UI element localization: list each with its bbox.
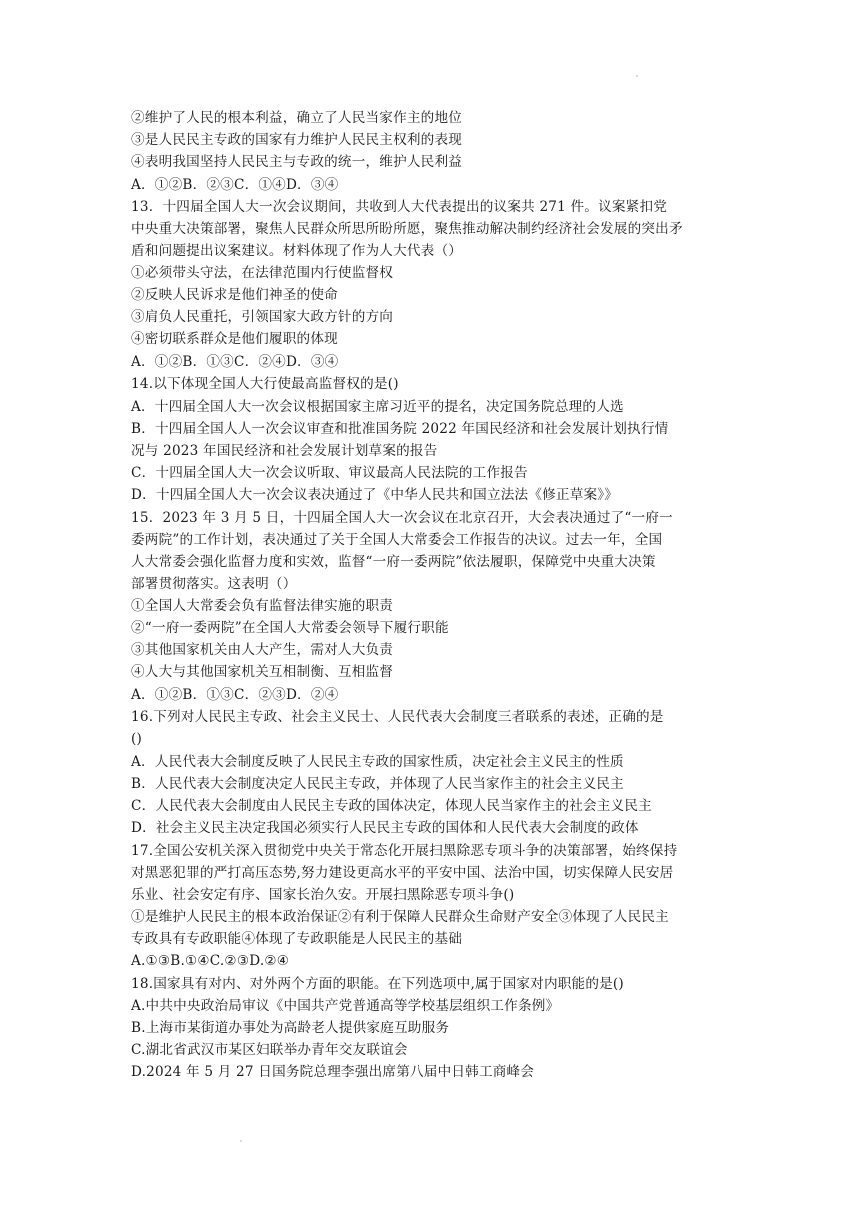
text-line: B．人民代表大会制度决定人民民主专政，并体现了人民当家作主的社会主义民主 (131, 776, 624, 792)
text-line: C．十四届全国人大一次会议听取、审议最高人民法院的工作报告 (131, 465, 528, 481)
scan-speck-bottom (240, 1140, 242, 1142)
text-line: () (131, 731, 143, 747)
text-line: ①全国人大常委会负有监督法律实施的职责 (131, 598, 394, 614)
text-line: ③其他国家机关由人大产生，需对人大负责 (131, 642, 394, 658)
text-line: 18.国家具有对内、对外两个方面的职能。在下列选项中,属于国家对内职能的是() (131, 976, 624, 992)
text-line: C.湖北省武汉市某区妇联举办青年交友联谊会 (131, 1042, 408, 1058)
text-line: ②维护了人民的根本利益，确立了人民当家作主的地位 (131, 110, 463, 126)
text-line: 15．2023 年 3 月 5 日，十四届全国人大一次会议在北京召开，大会表决通过了“一府一 (131, 510, 673, 526)
text-line: ④密切联系群众是他们履职的体现 (131, 331, 338, 347)
text-line: D．十四届全国人大一次会议表决通过了《中华人民共和国立法法《修正草案》》 (131, 487, 619, 503)
text-line: ③是人民民主专政的国家有力维护人民民主权利的表现 (131, 132, 463, 148)
text-line: 13．十四届全国人大一次会议期间，共收到人大代表提出的议案共 271 件。议案紧扣党 (131, 199, 668, 215)
text-line: ②“一府一委两院”在全国人大常委会领导下履行职能 (131, 620, 449, 636)
text-line: B．十四届全国人人一次会议审查和批准国务院 2022 年国民经济和社会发展计划执行情 (131, 421, 669, 437)
text-line: 盾和问题提出议案建议。材料体现了作为人大代表（） (131, 243, 463, 259)
text-line: 委两院”的工作计划，表决通过了关于全国人大常委会工作报告的决议。过去一年，全国 (131, 532, 663, 548)
text-line: A．人民代表大会制度反映了人民民主专政的国家性质，决定社会主义民主的性质 (131, 754, 624, 770)
text-line: A．①②B．②③C．①④D．③④ (131, 177, 339, 193)
text-line: A．十四届全国人大一次会议根据国家主席习近平的提名，决定国务院总理的人选 (131, 399, 624, 415)
text-line: ④人大与其他国家机关互相制衡、互相监督 (131, 664, 394, 680)
text-line: 部署贯彻落实。这表明（） (131, 576, 297, 592)
text-line: A.①③B.①④C.②③D.②④ (131, 953, 290, 969)
text-line: ①必须带头守法，在法律范围内行使监督权 (131, 265, 394, 281)
text-line: 对黑恶犯罪的严打高压态势,努力建设更高水平的平安中国、法治中国，切实保障人民安居 (131, 865, 674, 881)
text-line: C．人民代表大会制度由人民民主专政的国体决定，体现人民当家作主的社会主义民主 (131, 798, 652, 814)
text-line: A．①②B．①③C．②③D．②④ (131, 687, 339, 703)
text-line: D.2024 年 5 月 27 日国务院总理李强出席第八届中日韩工商峰会 (131, 1064, 535, 1080)
text-line: 17.全国公安机关深入贯彻党中央关于常态化开展扫黑除恶专项斗争的决策部署，始终保持 (131, 843, 678, 859)
text-line: ④表明我国坚持人民民主与专政的统一，维护人民利益 (131, 154, 463, 170)
text-line: ③肩负人民重托，引领国家大政方针的方向 (131, 309, 394, 325)
scan-speck-top (636, 75, 638, 77)
text-line: A．①②B．①③C．②④D．③④ (131, 354, 339, 370)
text-line: B.上海市某街道办事处为高龄老人提供家庭互助服务 (131, 1020, 450, 1036)
text-line: 乐业、社会安定有序、国家长治久安。开展扫黑除恶专项斗争() (131, 887, 515, 903)
text-line: ②反映人民诉求是他们神圣的使命 (131, 287, 338, 303)
text-line: 况与 2023 年国民经济和社会发展计划草案的报告 (131, 443, 438, 459)
text-line: A.中共中央政治局审议《中国共产党普通高等学校基层组织工作条例》 (131, 998, 560, 1014)
text-line: 16.下列对人民民主专政、社会主义民士、人民代表大会制度三者联系的表述，正确的是 (131, 709, 664, 725)
text-line: 人大常委会强化监督力度和实效，监督“一府一委两院”依法履职，保障党中央重大决策 (131, 554, 656, 570)
text-line: 中央重大决策部署，聚焦人民群众所思所盼所愿，聚焦推动解决制约经济社会发展的突出矛 (131, 221, 683, 237)
text-line: 14.以下体现全国人大行使最高监督权的是() (131, 376, 399, 392)
text-line: D．社会主义民主决定我国必须实行人民民主专政的国体和人民代表大会制度的政体 (131, 820, 639, 836)
text-line: 专政具有专政职能④体现了专政职能是人民民主的基础 (131, 931, 463, 947)
text-line: ①是维护人民民主的根本政治保证②有利于保障人民群众生命财产安全③体现了人民民主 (131, 909, 669, 925)
